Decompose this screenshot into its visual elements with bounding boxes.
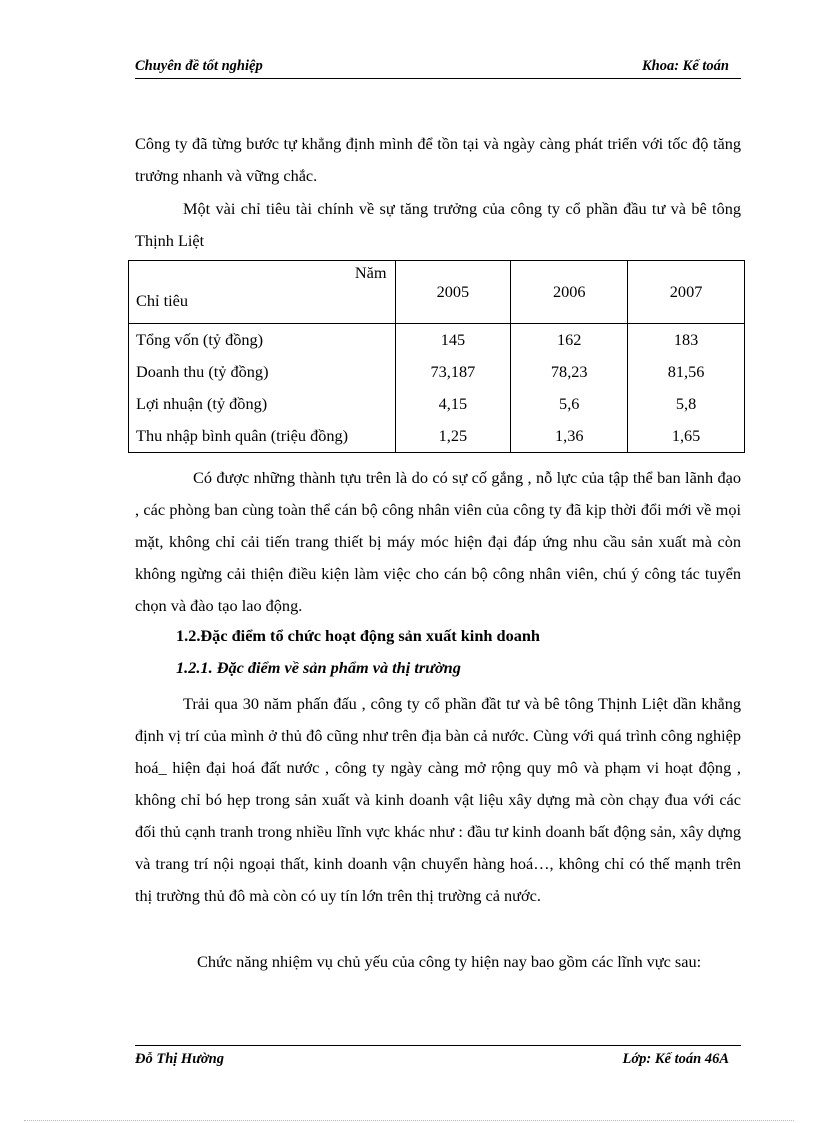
table-cell: 78,23 [511, 356, 628, 388]
section-heading: 1.2.Đặc điểm tổ chức hoạt động sản xuất kinh doanh [176, 626, 540, 645]
page-footer [135, 1045, 741, 1074]
table-cell: 183 [628, 324, 745, 357]
intro-paragraph: Công ty đã từng bước tự khẳng định mình để tồn tại và ngày càng phát triển với tốc độ tăng trưởng nhanh và vững chắc. [135, 134, 741, 185]
table-cell: 73,187 [395, 356, 511, 388]
table-corner-cell [129, 261, 396, 324]
row-label: Lợi nhuận (tỷ đồng) [129, 388, 396, 420]
table-row [129, 356, 745, 388]
table-cell: 145 [395, 324, 511, 357]
table-cell: 1,36 [511, 420, 628, 453]
page-header [135, 56, 741, 79]
table-cell: 81,56 [628, 356, 745, 388]
header-faculty: Khoa: Kế toán [641, 58, 729, 74]
row-label: Tổng vốn (tỷ đồng) [129, 324, 396, 357]
corner-year-label: Năm [354, 263, 387, 282]
row-label: Doanh thu (tỷ đồng) [129, 356, 396, 388]
table-row [129, 324, 745, 357]
table-cell: 5,6 [511, 388, 628, 420]
table-cell: 162 [511, 324, 628, 357]
table-row [129, 420, 745, 453]
footer-class: Lớp: Kế toán 46A [622, 1051, 729, 1067]
footer-author: Đỗ Thị Hường [135, 1051, 224, 1067]
achievements-paragraph: Có được những thành tựu trên là do có sự cố gắng , nỗ lực của tập thể ban lãnh đạo , các phòng ban cùng toàn thể cán bộ công nhân viên của công ty đã kịp thời đổi mới về mọi mặt, không chỉ cải tiến trang thiết bị máy móc hiện đại đáp ứng nhu cầu sản xuất mà còn không ngừng cải thiện điều kiện làm việc cho cán bộ công nhân viên, chú ý công tác tuyển chọn và đào tạo lao động. [135, 468, 741, 615]
table-row [129, 388, 745, 420]
header-document-title: Chuyên đề tốt nghiệp [135, 58, 263, 74]
year-header: 2006 [511, 261, 628, 324]
row-label: Thu nhập bình quân (triệu đồng) [129, 420, 396, 453]
table-header-row [129, 261, 745, 324]
subsection-heading: 1.2.1. Đặc điểm về sản phẩm và thị trường [176, 658, 461, 677]
table-cell: 5,8 [628, 388, 745, 420]
table-cell: 1,25 [395, 420, 511, 453]
financial-indicators-table [128, 260, 745, 453]
corner-indicator-label: Chỉ tiêu [136, 291, 189, 310]
year-header: 2007 [628, 261, 745, 324]
table-cell: 1,65 [628, 420, 745, 453]
year-header: 2005 [395, 261, 511, 324]
table-caption-paragraph: Một vài chỉ tiêu tài chính về sự tăng trưởng của công ty cổ phần đầu tư và bê tông Thịnh Liệt [135, 199, 741, 250]
market-paragraph: Trải qua 30 năm phấn đấu , công ty cổ phần đầt tư và bê tông Thịnh Liệt dần khẳng định vị trí của mình ở thủ đô cũng như trên địa bàn cả nước. Cùng với quá trình công nghiệp hoá_ hiện đại hoá đất nước , công ty ngày càng mở rộng quy mô và phạm vi hoạt động , không chỉ bó hẹp trong sản xuất và kinh doanh vật liệu xây dựng mà còn chạy đua với các đối thủ cạnh tranh trong nhiều lĩnh vực khác như : đầu tư kinh doanh bất động sản, xây dựng và trang trí nội ngoại thất, kinh doanh vận chuyển hàng hoá…, không chỉ có thế mạnh trên thị trường thủ đô mà còn có uy tín lớn trên thị trường cả nước. [135, 694, 741, 905]
functions-paragraph: Chức năng nhiệm vụ chủ yếu của công ty hiện nay bao gồm các lĩnh vực sau: [197, 952, 702, 971]
table-cell: 4,15 [395, 388, 511, 420]
page-bottom-divider [24, 1120, 794, 1121]
